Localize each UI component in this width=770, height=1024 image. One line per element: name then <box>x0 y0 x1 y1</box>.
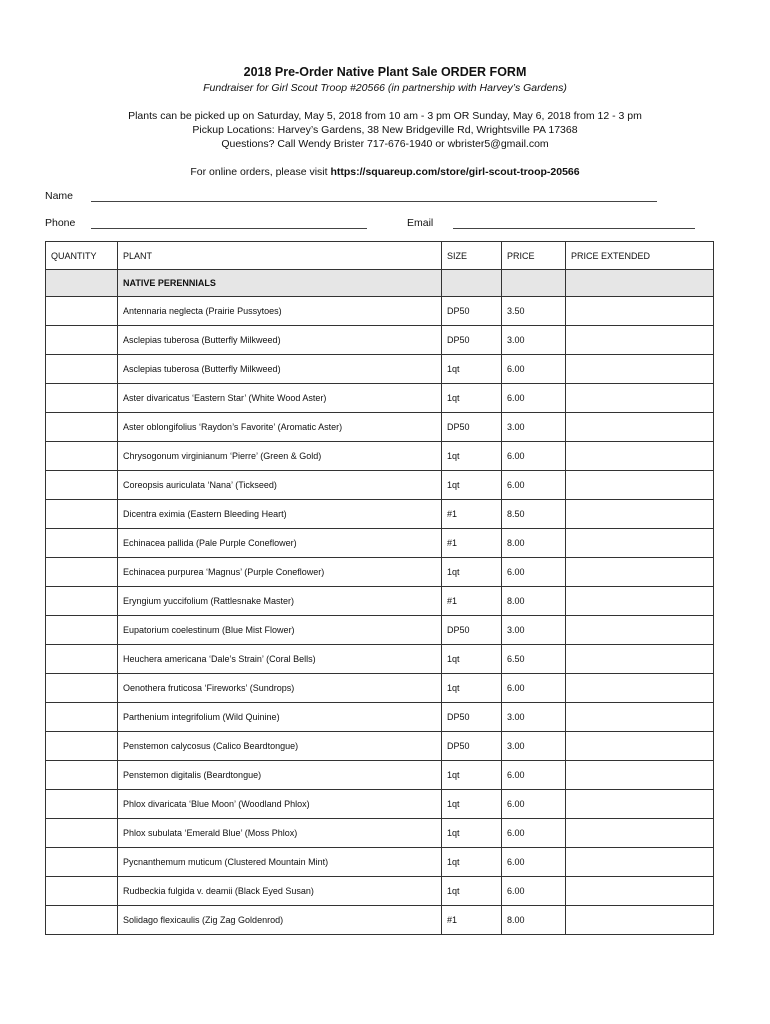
plant-cell: Eupatorium coelestinum (Blue Mist Flower) <box>118 616 442 645</box>
price-extended-cell[interactable] <box>566 442 714 471</box>
table-row <box>46 587 714 616</box>
quantity-cell[interactable] <box>46 442 118 471</box>
size-cell: 1qt <box>442 384 502 413</box>
table-row <box>46 529 714 558</box>
plant-cell: Solidago flexicaulis (Zig Zag Goldenrod) <box>118 906 442 935</box>
quantity-cell[interactable] <box>46 906 118 935</box>
price-extended-cell[interactable] <box>566 529 714 558</box>
price-extended-cell[interactable] <box>566 877 714 906</box>
plant-cell: Pycnanthemum muticum (Clustered Mountain Mint) <box>118 848 442 877</box>
price-extended-cell[interactable] <box>566 384 714 413</box>
quantity-cell[interactable] <box>46 413 118 442</box>
size-cell: 1qt <box>442 761 502 790</box>
quantity-cell[interactable] <box>46 529 118 558</box>
plant-cell: Echinacea purpurea ‘Magnus’ (Purple Coneflower) <box>118 558 442 587</box>
price-cell: 3.00 <box>502 413 566 442</box>
plant-cell: Coreopsis auriculata ‘Nana’ (Tickseed) <box>118 471 442 500</box>
quantity-cell[interactable] <box>46 558 118 587</box>
table-row <box>46 442 714 471</box>
size-cell: DP50 <box>442 326 502 355</box>
price-extended-cell[interactable] <box>566 500 714 529</box>
quantity-cell[interactable] <box>46 848 118 877</box>
price-extended-cell[interactable] <box>566 413 714 442</box>
plant-cell: Penstemon calycosus (Calico Beardtongue) <box>118 732 442 761</box>
table-row <box>46 790 714 819</box>
phone-input-line[interactable] <box>91 228 367 229</box>
quantity-cell[interactable] <box>46 297 118 326</box>
price-header: PRICE <box>502 242 566 270</box>
table-row <box>46 703 714 732</box>
form-title: 2018 Pre-Order Native Plant Sale ORDER FORM <box>243 65 527 79</box>
price-extended-cell[interactable] <box>566 703 714 732</box>
plant-header: PLANT <box>118 242 442 270</box>
plant-cell: Phlox subulata ‘Emerald Blue’ (Moss Phlox) <box>118 819 442 848</box>
price-extended-cell[interactable] <box>566 355 714 384</box>
quantity-cell[interactable] <box>46 703 118 732</box>
price-extended-cell[interactable] <box>566 587 714 616</box>
order-table-body <box>46 270 714 935</box>
quantity-cell[interactable] <box>46 587 118 616</box>
plant-cell: Asclepias tuberosa (Butterfly Milkweed) <box>118 326 442 355</box>
plant-cell: Chrysogonum virginianum ‘Pierre’ (Green & Gold) <box>118 442 442 471</box>
price-extended-cell[interactable] <box>566 645 714 674</box>
table-row <box>46 732 714 761</box>
plant-cell: Aster divaricatus ‘Eastern Star’ (White Wood Aster) <box>118 384 442 413</box>
table-row <box>46 558 714 587</box>
price-extended-cell[interactable] <box>566 297 714 326</box>
price-cell: 6.00 <box>502 819 566 848</box>
table-row <box>46 761 714 790</box>
price-cell: 6.00 <box>502 558 566 587</box>
price-extended-cell[interactable] <box>566 471 714 500</box>
size-cell: 1qt <box>442 645 502 674</box>
section-label: NATIVE PERENNIALS <box>118 270 442 297</box>
plant-cell: Heuchera americana ‘Dale’s Strain’ (Coral Bells) <box>118 645 442 674</box>
size-cell: 1qt <box>442 848 502 877</box>
section-price-cell <box>502 270 566 297</box>
name-field-row <box>45 190 685 206</box>
quantity-cell[interactable] <box>46 790 118 819</box>
quantity-cell[interactable] <box>46 355 118 384</box>
price-cell: 6.00 <box>502 848 566 877</box>
plant-cell: Antennaria neglecta (Prairie Pussytoes) <box>118 297 442 326</box>
size-cell: 1qt <box>442 558 502 587</box>
order-table <box>45 241 714 935</box>
table-row <box>46 645 714 674</box>
price-cell: 6.00 <box>502 877 566 906</box>
table-row <box>46 471 714 500</box>
size-cell: #1 <box>442 529 502 558</box>
table-header-row <box>46 242 714 270</box>
price-extended-cell[interactable] <box>566 616 714 645</box>
price-cell: 6.00 <box>502 471 566 500</box>
price-extended-cell[interactable] <box>566 906 714 935</box>
price-cell: 8.00 <box>502 906 566 935</box>
table-row <box>46 616 714 645</box>
table-row <box>46 906 714 935</box>
plant-cell: Rudbeckia fulgida v. deamii (Black Eyed Susan) <box>118 877 442 906</box>
quantity-cell[interactable] <box>46 645 118 674</box>
plant-cell: Dicentra eximia (Eastern Bleeding Heart) <box>118 500 442 529</box>
table-row <box>46 674 714 703</box>
price-cell: 8.00 <box>502 529 566 558</box>
price-extended-cell[interactable] <box>566 326 714 355</box>
price-cell: 3.00 <box>502 326 566 355</box>
quantity-cell[interactable] <box>46 616 118 645</box>
price-cell: 6.00 <box>502 761 566 790</box>
price-cell: 3.00 <box>502 703 566 732</box>
online-orders <box>0 165 770 179</box>
email-input-line[interactable] <box>453 228 695 229</box>
size-cell: 1qt <box>442 442 502 471</box>
plant-cell: Aster oblongifolius ‘Raydon’s Favorite’ (Aromatic Aster) <box>118 413 442 442</box>
price-cell: 6.00 <box>502 790 566 819</box>
size-cell: 1qt <box>442 819 502 848</box>
pickup-locations: Pickup Locations: Harvey’s Gardens, 38 New Bridgeville Rd, Wrightsville PA 17368 <box>192 124 578 136</box>
contact-field-row <box>45 217 705 233</box>
email-label: Email <box>407 217 434 229</box>
price-extended-cell[interactable] <box>566 732 714 761</box>
price-extended-cell[interactable] <box>566 674 714 703</box>
table-row <box>46 326 714 355</box>
quantity-header: QUANTITY <box>46 242 118 270</box>
quantity-cell[interactable] <box>46 877 118 906</box>
table-row <box>46 413 714 442</box>
table-row <box>46 848 714 877</box>
plant-cell: Phlox divaricata ‘Blue Moon’ (Woodland Phlox) <box>118 790 442 819</box>
price-cell: 3.00 <box>502 732 566 761</box>
size-cell: 1qt <box>442 355 502 384</box>
table-row <box>46 384 714 413</box>
price-cell: 6.00 <box>502 442 566 471</box>
quantity-cell[interactable] <box>46 761 118 790</box>
questions-contact: Questions? Call Wendy Brister 717-676-1940 or wbrister5@gmail.com <box>221 138 549 150</box>
plant-cell: Penstemon digitalis (Beardtongue) <box>118 761 442 790</box>
price-cell: 8.50 <box>502 500 566 529</box>
price-cell: 3.00 <box>502 616 566 645</box>
price-cell: 3.50 <box>502 297 566 326</box>
quantity-cell[interactable] <box>46 819 118 848</box>
plant-cell: Oenothera fruticosa ‘Fireworks’ (Sundrops) <box>118 674 442 703</box>
quantity-cell[interactable] <box>46 500 118 529</box>
size-cell: DP50 <box>442 616 502 645</box>
price-cell: 6.00 <box>502 384 566 413</box>
size-cell: 1qt <box>442 674 502 703</box>
size-cell: 1qt <box>442 877 502 906</box>
size-cell: 1qt <box>442 471 502 500</box>
table-row <box>46 819 714 848</box>
pickup-info <box>0 109 770 151</box>
price-extended-cell[interactable] <box>566 790 714 819</box>
price-cell: 8.00 <box>502 587 566 616</box>
price-extended-header: PRICE EXTENDED <box>566 242 714 270</box>
plant-cell: Asclepias tuberosa (Butterfly Milkweed) <box>118 355 442 384</box>
form-header <box>0 64 770 190</box>
price-extended-cell[interactable] <box>566 558 714 587</box>
table-row <box>46 355 714 384</box>
form-subtitle: Fundraiser for Girl Scout Troop #20566 (in partnership with Harvey’s Gardens) <box>203 82 567 94</box>
table-row <box>46 877 714 906</box>
price-extended-cell[interactable] <box>566 848 714 877</box>
price-extended-cell[interactable] <box>566 819 714 848</box>
size-cell: #1 <box>442 500 502 529</box>
size-cell: #1 <box>442 906 502 935</box>
size-cell: DP50 <box>442 297 502 326</box>
price-cell: 6.00 <box>502 674 566 703</box>
plant-cell: Parthenium integrifolium (Wild Quinine) <box>118 703 442 732</box>
size-cell: DP50 <box>442 703 502 732</box>
quantity-cell[interactable] <box>46 384 118 413</box>
pickup-dates: Plants can be picked up on Saturday, May 5, 2018 from 10 am - 3 pm OR Sunday, May 6, 2018 from 12 - 3 pm <box>128 110 642 122</box>
size-cell: DP50 <box>442 732 502 761</box>
quantity-cell[interactable] <box>46 326 118 355</box>
table-row <box>46 500 714 529</box>
size-header: SIZE <box>442 242 502 270</box>
online-url[interactable]: https://squareup.com/store/girl-scout-troop-20566 <box>330 166 580 178</box>
price-extended-cell[interactable] <box>566 761 714 790</box>
size-cell: DP50 <box>442 413 502 442</box>
quantity-cell[interactable] <box>46 732 118 761</box>
price-cell: 6.00 <box>502 355 566 384</box>
size-cell: 1qt <box>442 790 502 819</box>
plant-cell: Eryngium yuccifolium (Rattlesnake Master) <box>118 587 442 616</box>
phone-label: Phone <box>45 217 76 229</box>
online-prefix: For online orders, please visit <box>190 166 331 178</box>
name-label: Name <box>45 190 74 202</box>
section-qty-cell <box>46 270 118 297</box>
section-row <box>46 270 714 297</box>
quantity-cell[interactable] <box>46 674 118 703</box>
name-input-line[interactable] <box>91 201 657 202</box>
size-cell: #1 <box>442 587 502 616</box>
table-row <box>46 297 714 326</box>
plant-cell: Echinacea pallida (Pale Purple Coneflower) <box>118 529 442 558</box>
section-extended-cell <box>566 270 714 297</box>
price-cell: 6.50 <box>502 645 566 674</box>
section-size-cell <box>442 270 502 297</box>
quantity-cell[interactable] <box>46 471 118 500</box>
